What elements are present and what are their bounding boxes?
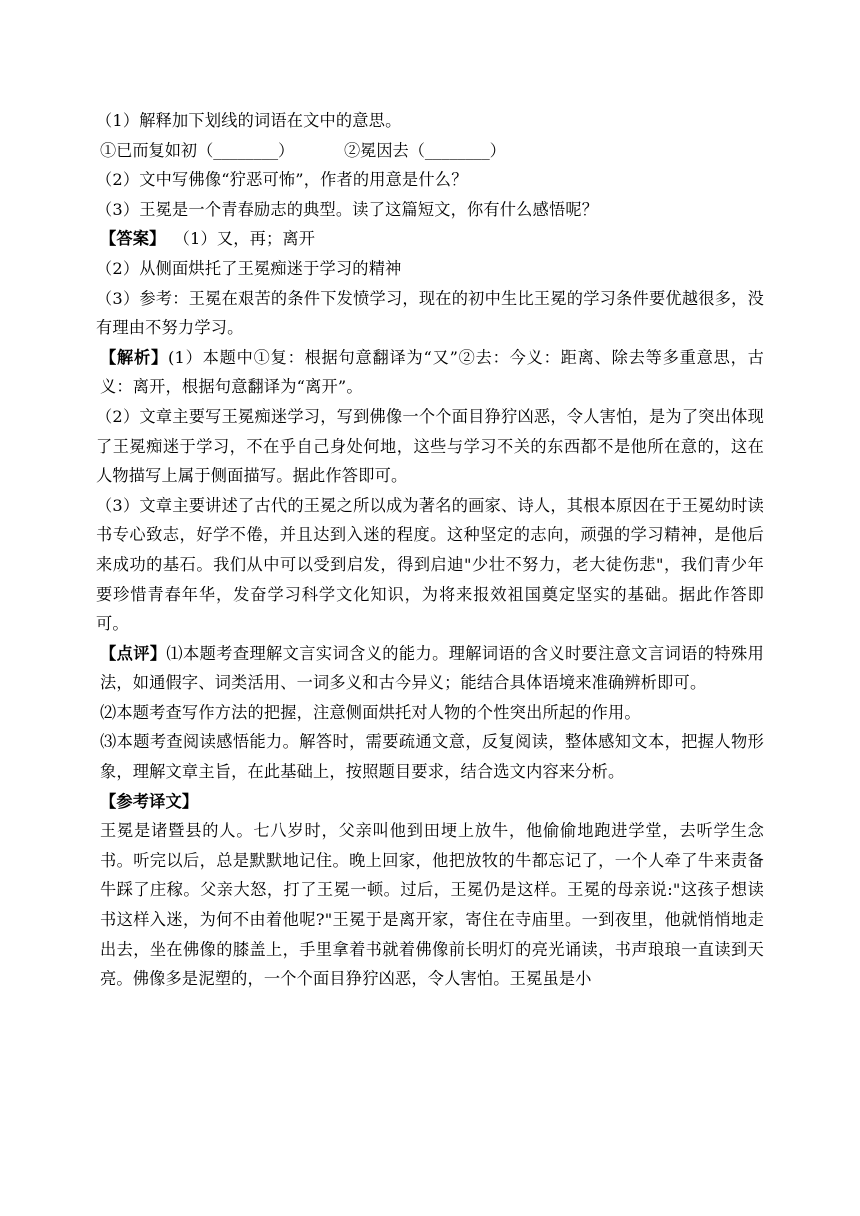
question-1: （1）解释加下划线的词语在文中的意思。 (96, 111, 402, 130)
analysis-label: 【解析】 (100, 347, 168, 367)
analysis-3: （3）文章主要讲述了古代的王冕之所以成为著名的画家、诗人，其根本原因在于王冕幼时读书专心致志，好学不倦，并且达到入迷的程度。这种坚定的志向，顽强的学习精神，是他后来成功的基石。我们从中可以受到启发，得到启迪"少壮不努力，老大徒伤悲"，我们青少年要珍惜青春年华，发奋学习科学文化知识，为将来报效祖国奠定坚实的基础。据此作答即可。 (96, 495, 764, 634)
translation-label: 【参考译文】 (100, 791, 199, 811)
answer-label: 【答案】 (100, 229, 166, 249)
translation-text: 王冕是诸暨县的人。七八岁时，父亲叫他到田埂上放牛，他偷偷地跑进学堂，去听学生念书。听完以后，总是默默地记住。晚上回家，他把放牧的牛都忘记了，一个人牵了牛来责备牛踩了庄稼。父亲大怒，打了王冕一顿。过后，王冕仍是这样。王冕的母亲说:"这孩子想读书这样入迷，为何不由着他呢?"王冕于是离开家，寄住在寺庙里。一到夜里，他就悄悄地走出去，坐在佛像的膝盖上，手里拿着书就着佛像前长明灯的亮光诵读，书声琅琅一直读到天亮。佛像多是泥塑的，一个个面目狰狞凶恶，令人害怕。王冕虽是小 (100, 821, 764, 989)
analysis-1: (1）本题中①复：根据句意翻译为“又”②去：今义：距离、除去等多重意思，古义：离开，根据句意翻译为“离开”。 (100, 347, 764, 397)
analysis-2: （2）文章主要写王冕痴迷学习，写到佛像一个个面目狰狞凶恶，令人害怕，是为了突出体现了王冕痴迷于学习，不在乎自己身处何地，这些与学习不关的东西都不是他所在意的，这在人物描写上属于侧面描写。据此作答即可。 (96, 406, 764, 486)
comment-paragraph-1 (100, 639, 764, 698)
comment-1: ⑴本题考查理解文言实词含义的能力。理解词语的含义时要注意文言词语的特殊用法，如通假字、词类活用、一词多义和古今异义；能结合具体语境来准确辨析即可。 (100, 643, 764, 693)
question-1-item-b: ②冕因去（________） (344, 140, 506, 160)
question-1-items (100, 136, 764, 166)
question-3: （3）王冕是一个青春励志的典型。读了这篇短文，你有什么感悟呢？ (96, 199, 599, 219)
comment-3: ⑶本题考查阅读感悟能力。解答时，需要疏通文意，反复阅读，整体感知文本，把握人物形象，理解文章主旨，在此基础上，按照题目要求，结合选文内容来分析。 (100, 732, 764, 782)
analysis-paragraph-1 (100, 343, 764, 402)
question-1-item-a: ①已而复如初（________） (100, 140, 295, 160)
answer-1: （1）又，再；离开 (173, 229, 316, 249)
document-content (96, 106, 764, 994)
comment-2: ⑵本题考查写作方法的把握，注意侧面烘托对人物的个性突出所起的作用。 (100, 702, 641, 722)
answer-2: （2）从侧面烘托了王冕痴迷于学习的精神 (96, 258, 402, 278)
answer-3: （3）参考：王冕在艰苦的条件下发愤学习，现在的初中生比王冕的学习条件要优越很多，没有理由不努力学习。 (96, 288, 764, 338)
question-2: （2）文中写佛像“狞恶可怖”，作者的用意是什么？ (96, 170, 468, 190)
comment-label: 【点评】 (100, 643, 167, 663)
answer-line-1 (100, 224, 764, 254)
